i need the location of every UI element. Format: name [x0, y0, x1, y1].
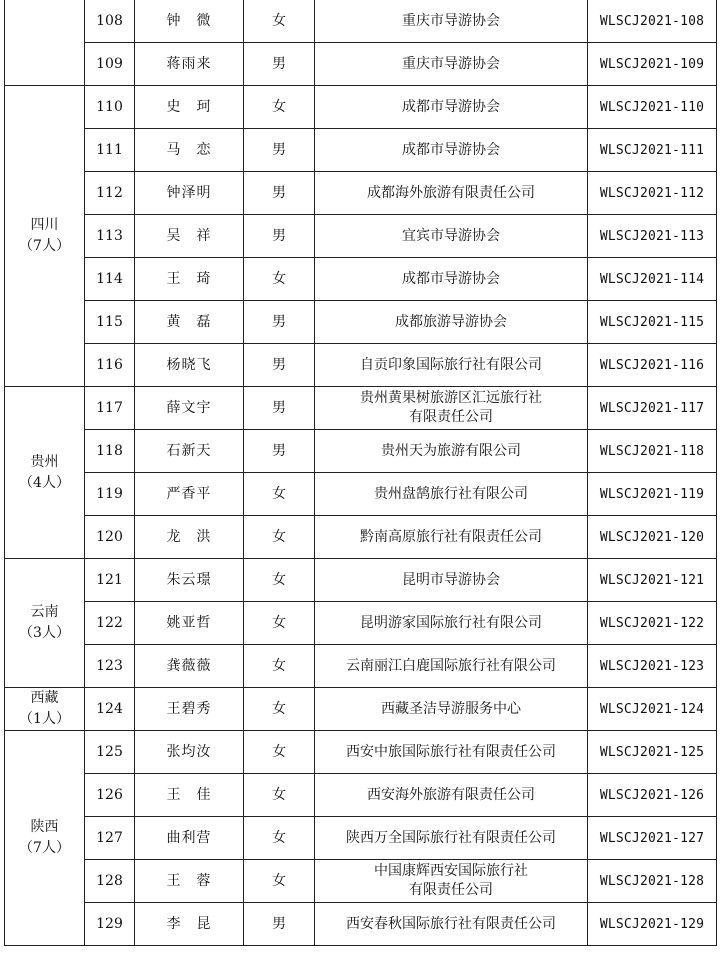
- person-name: 王 佳: [135, 774, 244, 817]
- person-name: 姚亚哲: [135, 602, 244, 645]
- gender: 女: [244, 731, 315, 774]
- certificate-number: WLSCJ2021-124: [588, 688, 717, 731]
- person-name: 朱云璟: [135, 559, 244, 602]
- person-name: 吴 祥: [135, 215, 244, 258]
- organization: [315, 387, 588, 430]
- certificate-number: WLSCJ2021-110: [588, 86, 717, 129]
- organization: 成都市导游协会: [315, 129, 588, 172]
- row-number: 118: [85, 430, 135, 473]
- gender: 女: [244, 688, 315, 731]
- region-cell-yunnan: [5, 559, 85, 688]
- organization: 成都市导游协会: [315, 258, 588, 301]
- organization-line: 有限责任公司: [409, 882, 493, 898]
- table-row: [5, 258, 717, 301]
- person-name: 钟泽明: [135, 172, 244, 215]
- gender: 男: [244, 387, 315, 430]
- person-name: 严香平: [135, 473, 244, 516]
- organization: 西安海外旅游有限责任公司: [315, 774, 588, 817]
- gender: 女: [244, 473, 315, 516]
- certificate-number: WLSCJ2021-120: [588, 516, 717, 559]
- organization: 西安中旅国际旅行社有限责任公司: [315, 731, 588, 774]
- gender: 男: [244, 43, 315, 86]
- organization: 陕西万全国际旅行社有限责任公司: [315, 817, 588, 860]
- row-number: 127: [85, 817, 135, 860]
- certificate-number: WLSCJ2021-127: [588, 817, 717, 860]
- certificate-number: WLSCJ2021-125: [588, 731, 717, 774]
- organization: 宜宾市导游协会: [315, 215, 588, 258]
- person-name: 龙 洪: [135, 516, 244, 559]
- table-row: [5, 860, 717, 903]
- region-cell-sichuan: [5, 86, 85, 387]
- table-row: [5, 301, 717, 344]
- table-row: [5, 0, 717, 43]
- row-number: 112: [85, 172, 135, 215]
- organization: 重庆市导游协会: [315, 43, 588, 86]
- table-row: [5, 731, 717, 774]
- gender: 女: [244, 774, 315, 817]
- certificate-number: WLSCJ2021-111: [588, 129, 717, 172]
- organization: 昆明市导游协会: [315, 559, 588, 602]
- table-row: [5, 559, 717, 602]
- gender: 女: [244, 86, 315, 129]
- row-number: 124: [85, 688, 135, 731]
- gender: 女: [244, 817, 315, 860]
- person-name: 王 琦: [135, 258, 244, 301]
- region-cell-continued: [5, 0, 85, 86]
- region-name: 云南: [30, 604, 59, 620]
- table-row: [5, 774, 717, 817]
- table-row: [5, 344, 717, 387]
- gender: 男: [244, 903, 315, 946]
- row-number: 108: [85, 0, 135, 43]
- certificate-number: WLSCJ2021-121: [588, 559, 717, 602]
- guide-list-table: [4, 0, 717, 946]
- organization: 成都市导游协会: [315, 86, 588, 129]
- organization: 黔南高原旅行社有限责任公司: [315, 516, 588, 559]
- row-number: 125: [85, 731, 135, 774]
- certificate-number: WLSCJ2021-109: [588, 43, 717, 86]
- certificate-number: WLSCJ2021-122: [588, 602, 717, 645]
- row-number: 113: [85, 215, 135, 258]
- region-cell-guizhou: [5, 387, 85, 559]
- organization: 西藏圣洁导游服务中心: [315, 688, 588, 731]
- table-row: [5, 516, 717, 559]
- row-number: 126: [85, 774, 135, 817]
- region-name: 贵州: [30, 453, 59, 470]
- table-row: [5, 129, 717, 172]
- organization: 贵州盘鹄旅行社有限公司: [315, 473, 588, 516]
- person-name: 王 蓉: [135, 860, 244, 903]
- certificate-number: WLSCJ2021-112: [588, 172, 717, 215]
- organization: [315, 860, 588, 903]
- certificate-number: WLSCJ2021-114: [588, 258, 717, 301]
- gender: 男: [244, 301, 315, 344]
- region-name: 陕西: [30, 819, 59, 835]
- gender: 女: [244, 258, 315, 301]
- person-name: 薛文宇: [135, 387, 244, 430]
- person-name: 石新天: [135, 430, 244, 473]
- certificate-number: WLSCJ2021-119: [588, 473, 717, 516]
- table-row: [5, 903, 717, 946]
- row-number: 117: [85, 387, 135, 430]
- organization: 云南丽江白鹿国际旅行社有限公司: [315, 645, 588, 688]
- gender: 女: [244, 559, 315, 602]
- gender: 男: [244, 215, 315, 258]
- row-number: 129: [85, 903, 135, 946]
- row-number: 116: [85, 344, 135, 387]
- certificate-number: WLSCJ2021-123: [588, 645, 717, 688]
- certificate-number: WLSCJ2021-128: [588, 860, 717, 903]
- certificate-number: WLSCJ2021-113: [588, 215, 717, 258]
- gender: 女: [244, 602, 315, 645]
- person-name: 曲利营: [135, 817, 244, 860]
- person-name: 张均汝: [135, 731, 244, 774]
- table-row: [5, 817, 717, 860]
- gender: 女: [244, 860, 315, 903]
- region-count: （7人）: [19, 238, 70, 254]
- row-number: 110: [85, 86, 135, 129]
- person-name: 龚薇薇: [135, 645, 244, 688]
- person-name: 杨晓飞: [135, 344, 244, 387]
- gender: 女: [244, 645, 315, 688]
- person-name: 李 昆: [135, 903, 244, 946]
- row-number: 114: [85, 258, 135, 301]
- region-cell-shaanxi: [5, 731, 85, 946]
- organization-line: 有限责任公司: [409, 409, 493, 425]
- organization-line: 中国康辉西安国际旅行社: [374, 863, 528, 879]
- row-number: 120: [85, 516, 135, 559]
- person-name: 王碧秀: [135, 688, 244, 731]
- table-row: [5, 387, 717, 430]
- region-count: （3人）: [19, 625, 70, 641]
- table-row: [5, 688, 717, 731]
- certificate-number: WLSCJ2021-115: [588, 301, 717, 344]
- row-number: 128: [85, 860, 135, 903]
- certificate-number: WLSCJ2021-116: [588, 344, 717, 387]
- gender: 女: [244, 0, 315, 43]
- table-row: [5, 430, 717, 473]
- table-row: [5, 645, 717, 688]
- region-name: 四川: [30, 217, 59, 233]
- table-row: [5, 602, 717, 645]
- row-number: 119: [85, 473, 135, 516]
- region-name: 西藏: [30, 690, 59, 706]
- certificate-number: WLSCJ2021-118: [588, 430, 717, 473]
- table-row: [5, 43, 717, 86]
- person-name: 钟 微: [135, 0, 244, 43]
- organization: 成都海外旅游有限责任公司: [315, 172, 588, 215]
- row-number: 123: [85, 645, 135, 688]
- organization: 自贡印象国际旅行社有限公司: [315, 344, 588, 387]
- certificate-number: WLSCJ2021-126: [588, 774, 717, 817]
- row-number: 111: [85, 129, 135, 172]
- table-row: [5, 86, 717, 129]
- certificate-number: WLSCJ2021-108: [588, 0, 717, 43]
- row-number: 121: [85, 559, 135, 602]
- organization: 昆明游家国际旅行社有限公司: [315, 602, 588, 645]
- region-cell-tibet: [5, 688, 85, 731]
- table-row: [5, 172, 717, 215]
- table-row: [5, 473, 717, 516]
- region-count: （1人）: [19, 711, 70, 727]
- organization: 贵州天为旅游有限公司: [315, 430, 588, 473]
- gender: 男: [244, 172, 315, 215]
- row-number: 122: [85, 602, 135, 645]
- gender: 男: [244, 129, 315, 172]
- person-name: 黄 磊: [135, 301, 244, 344]
- gender: 女: [244, 516, 315, 559]
- organization-line: 贵州黄果树旅游区汇远旅行社: [360, 390, 542, 406]
- gender: 男: [244, 430, 315, 473]
- person-name: 马 恋: [135, 129, 244, 172]
- person-name: 史 珂: [135, 86, 244, 129]
- row-number: 115: [85, 301, 135, 344]
- region-count: （4人）: [19, 474, 70, 491]
- certificate-number: WLSCJ2021-117: [588, 387, 717, 430]
- row-number: 109: [85, 43, 135, 86]
- table-row: [5, 215, 717, 258]
- organization: 西安春秋国际旅行社有限责任公司: [315, 903, 588, 946]
- gender: 男: [244, 344, 315, 387]
- organization: 成都旅游导游协会: [315, 301, 588, 344]
- person-name: 蒋雨来: [135, 43, 244, 86]
- certificate-number: WLSCJ2021-129: [588, 903, 717, 946]
- region-count: （7人）: [19, 840, 70, 856]
- organization: 重庆市导游协会: [315, 0, 588, 43]
